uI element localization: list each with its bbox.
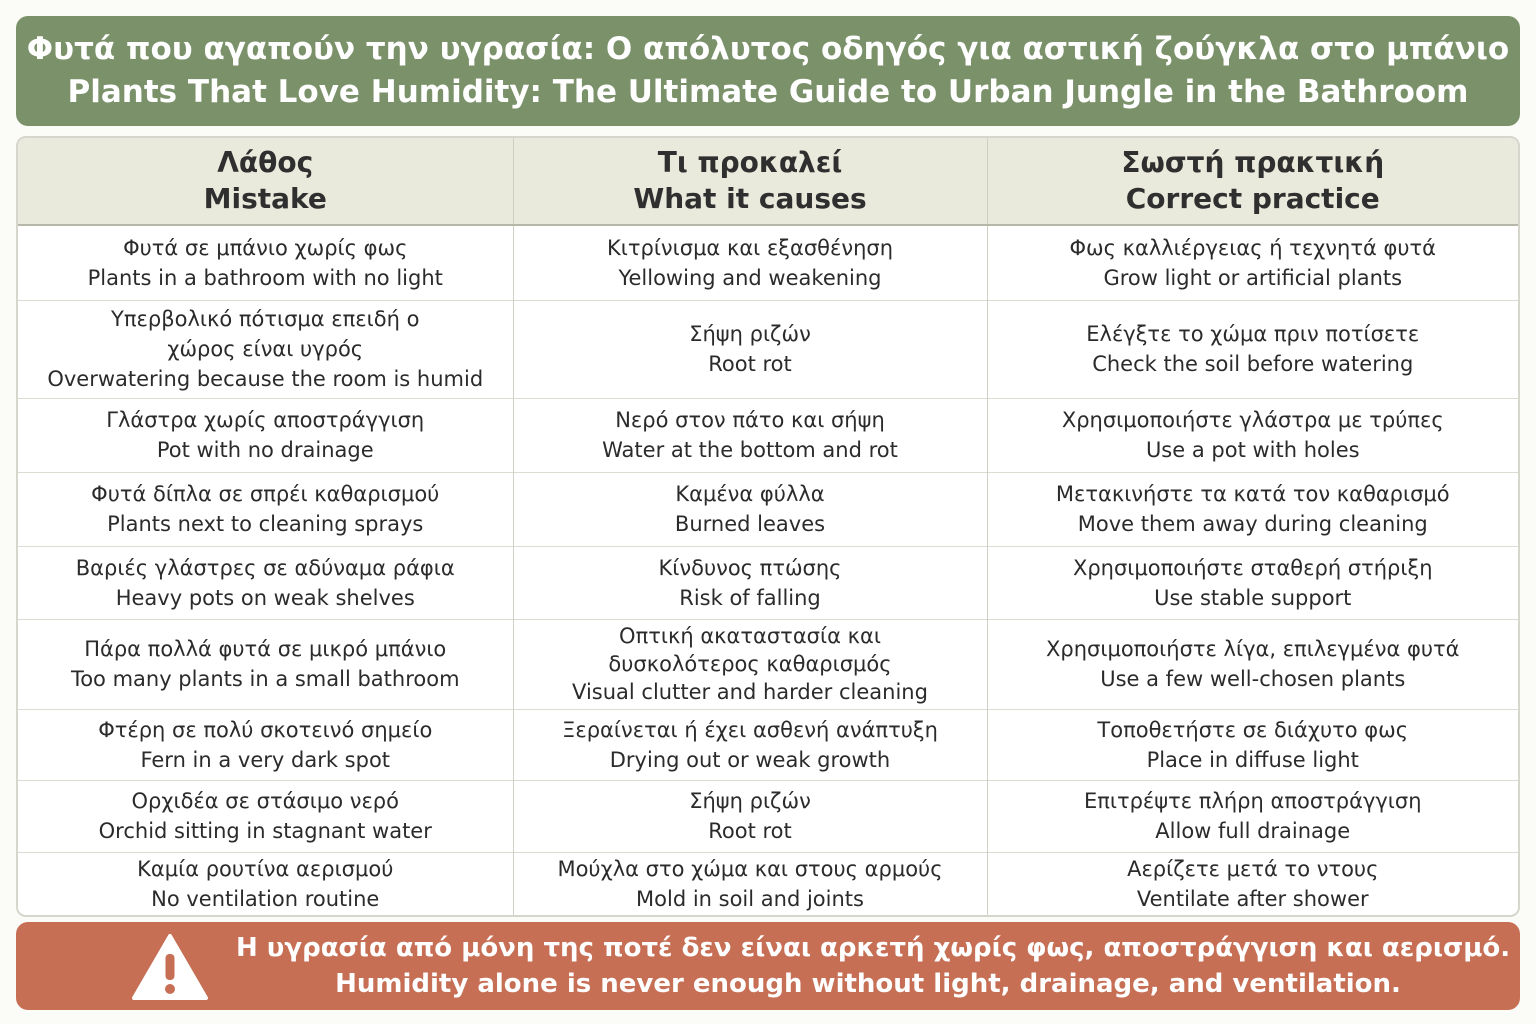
column-header-greek: Σωστή πρακτική	[1121, 146, 1385, 179]
cell-text-greek: Αερίζετε μετά το ντους	[1127, 856, 1379, 881]
cell-text-english: Root rot	[708, 352, 792, 376]
cell-text-english: Use a pot with holes	[1145, 438, 1360, 462]
column-header-greek: Λάθος	[217, 146, 314, 179]
cell-mistake	[18, 780, 513, 852]
cell-practice	[987, 709, 1518, 780]
cell-text-greek: Κιτρίνισμα και εξασθένηση	[606, 235, 894, 260]
cell-text-greek: Υπερβολικό πότισμα επειδή ο χώρος είναι υγρός	[111, 307, 420, 361]
table-row	[18, 852, 1518, 915]
cell-text-english: Plants in a bathroom with no light	[87, 265, 443, 290]
cell-mistake	[18, 546, 513, 619]
cell-text-greek: Μετακινήστε τα κατά τον καθαρισμό	[1055, 482, 1450, 506]
cell-text-greek: Πάρα πολλά φυτά σε μικρό μπάνιο	[84, 637, 447, 661]
cell-mistake	[18, 709, 513, 780]
cell-text-english: Yellowing and weakening	[618, 265, 882, 290]
cell-text-greek: Ξεραίνεται ή έχει ασθενή ανάπτυξη	[562, 717, 938, 742]
column-header-greek: Τι προκαλεί	[657, 146, 843, 179]
cell-text-english: Visual clutter and harder cleaning	[572, 680, 928, 704]
cell-mistake	[18, 472, 513, 546]
cell-text-english: Use a few well-chosen plants	[1100, 667, 1406, 691]
cell-text-greek: Γλάστρα χωρίς αποστράγγιση	[106, 408, 425, 432]
table-row	[18, 472, 1518, 546]
cell-text-english: Ventilate after shower	[1136, 886, 1369, 911]
page-title-greek: Φυτά που αγαπούν την υγρασία: Ο απόλυτος οδηγός για αστική ζούγκλα στο μπάνιο	[26, 31, 1510, 67]
warning-icon	[130, 932, 210, 1002]
cell-text-english: Mold in soil and joints	[636, 886, 864, 911]
page-title-english: Plants That Love Humidity: The Ultimate Guide to Urban Jungle in the Bathroom	[67, 74, 1469, 110]
cell-text-english: Plants next to cleaning sprays	[107, 512, 424, 536]
warning-text	[236, 930, 1511, 1002]
cell-text-english: Use stable support	[1154, 585, 1352, 610]
cell-text-greek: Σήψη ριζών	[689, 789, 811, 813]
column-header-english: Correct practice	[1125, 182, 1380, 215]
cell-practice	[987, 472, 1518, 546]
cell-text-english: Orchid sitting in stagnant water	[98, 819, 432, 843]
table-row	[18, 780, 1518, 852]
cell-text-english: Too many plants in a small bathroom	[70, 667, 460, 691]
cell-cause	[513, 225, 987, 300]
cell-cause	[513, 619, 987, 709]
cell-cause	[513, 398, 987, 472]
cell-cause	[513, 300, 987, 398]
column-header-causes	[513, 138, 987, 225]
warning-banner	[16, 922, 1520, 1010]
cell-text-english: Drying out or weak growth	[609, 747, 891, 772]
cell-text-english: Place in diffuse light	[1146, 747, 1359, 772]
cell-text-english: Pot with no drainage	[156, 438, 374, 462]
cell-text-english: No ventilation routine	[151, 886, 380, 911]
cell-text-greek: Ελέγξτε το χώμα πριν ποτίσετε	[1086, 322, 1420, 346]
cell-practice	[987, 619, 1518, 709]
warning-text-greek: Η υγρασία από μόνη της ποτέ δεν είναι αρκετή χωρίς φως, αποστράγγιση και αερισμό.	[236, 933, 1511, 963]
warning-text-english: Humidity alone is never enough without light, drainage, and ventilation.	[335, 969, 1401, 999]
cell-cause	[513, 546, 987, 619]
cell-text-english: Risk of falling	[679, 585, 821, 610]
cell-text-greek: Χρησιμοποιήστε λίγα, επιλεγμένα φυτά	[1046, 637, 1460, 661]
table-row	[18, 398, 1518, 472]
cell-text-greek: Ορχιδέα σε στάσιμο νερό	[131, 789, 399, 813]
cell-mistake	[18, 398, 513, 472]
cell-mistake	[18, 619, 513, 709]
cell-text-greek: Μούχλα στο χώμα και στους αρμούς	[557, 856, 943, 881]
cell-text-greek: Φυτά σε μπάνιο χωρίς φως	[123, 235, 408, 260]
cell-text-english: Burned leaves	[674, 512, 826, 536]
cell-text-greek: Φως καλλιέργειας ή τεχνητά φυτά	[1069, 235, 1436, 260]
cell-text-greek: Οπτική ακαταστασία και δυσκολότερος καθαρισμός	[608, 624, 892, 676]
cell-mistake	[18, 225, 513, 300]
cell-text-english: Grow light or artificial plants	[1103, 265, 1403, 290]
cell-cause	[513, 709, 987, 780]
cell-practice	[987, 852, 1518, 915]
cell-text-greek: Επιτρέψτε πλήρη αποστράγγιση	[1083, 789, 1422, 813]
cell-text-english: Overwatering because the room is humid	[47, 367, 484, 391]
cell-practice	[987, 546, 1518, 619]
cell-text-greek: Χρησιμοποιήστε σταθερή στήριξη	[1072, 555, 1433, 580]
cell-mistake	[18, 300, 513, 398]
table-row	[18, 619, 1518, 709]
cell-mistake	[18, 852, 513, 915]
column-header-english: What it causes	[633, 182, 867, 215]
cell-practice	[987, 780, 1518, 852]
cell-text-greek: Κίνδυνος πτώσης	[658, 555, 842, 580]
table-header-row	[18, 138, 1518, 225]
table-row	[18, 709, 1518, 780]
cell-text-english: Fern in a very dark spot	[140, 747, 391, 772]
cell-text-greek: Σήψη ριζών	[689, 322, 811, 346]
table-row	[18, 546, 1518, 619]
cell-cause	[513, 472, 987, 546]
cell-text-english: Check the soil before watering	[1092, 352, 1414, 376]
column-header-correct-practice	[987, 138, 1518, 225]
cell-practice	[987, 300, 1518, 398]
cell-text-greek: Φτέρη σε πολύ σκοτεινό σημείο	[98, 717, 433, 742]
cell-text-greek: Νερό στον πάτο και σήψη	[615, 408, 885, 432]
table-row	[18, 300, 1518, 398]
cell-text-english: Heavy pots on weak shelves	[115, 585, 415, 610]
column-header-mistake	[18, 138, 513, 225]
cell-cause	[513, 852, 987, 915]
cell-text-greek: Καμένα φύλλα	[675, 482, 825, 506]
cell-practice	[987, 225, 1518, 300]
cell-text-greek: Καμία ρουτίνα αερισμού	[137, 856, 394, 881]
table-row	[18, 225, 1518, 300]
cell-text-english: Move them away during cleaning	[1077, 512, 1428, 536]
cell-text-english: Water at the bottom and rot	[602, 438, 898, 462]
page-title-banner	[16, 16, 1520, 126]
cell-text-greek: Τοποθετήστε σε διάχυτο φως	[1097, 717, 1409, 742]
mistakes-table	[16, 136, 1520, 917]
cell-text-greek: Χρησιμοποιήστε γλάστρα με τρύπες	[1061, 408, 1444, 432]
cell-text-english: Root rot	[708, 819, 792, 843]
cell-cause	[513, 780, 987, 852]
cell-practice	[987, 398, 1518, 472]
cell-text-english: Allow full drainage	[1155, 819, 1351, 843]
cell-text-greek: Φυτά δίπλα σε σπρέι καθαρισμού	[91, 482, 440, 506]
cell-text-greek: Βαριές γλάστρες σε αδύναμα ράφια	[75, 555, 455, 580]
column-header-english: Mistake	[203, 182, 327, 215]
